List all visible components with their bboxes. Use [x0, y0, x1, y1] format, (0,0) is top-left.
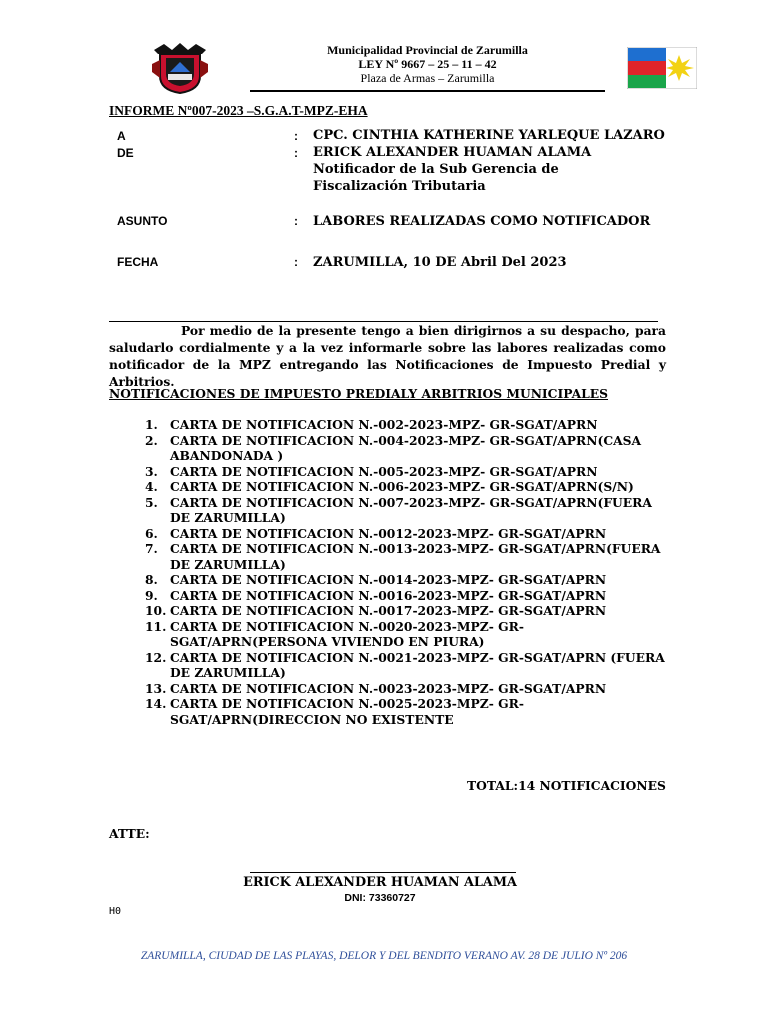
list-item [109, 417, 669, 433]
list-item-number: 13. [145, 680, 167, 696]
list-item [109, 541, 669, 572]
list-item-number: 7. [145, 541, 158, 556]
list-item-text: CARTA DE NOTIFICACION N.-0013-2023-MPZ- GR-SGAT/APRN(FUERA DE ZARUMILLA) [170, 541, 661, 572]
to-label: A [117, 129, 126, 143]
list-item-text: CARTA DE NOTIFICACION N.-007-2023-MPZ- GR-SGAT/APRN(FUERA DE ZARUMILLA) [170, 494, 652, 525]
letterhead [250, 43, 605, 85]
list-item [109, 619, 669, 650]
list-item-number: 1. [145, 417, 158, 432]
list-item-text: CARTA DE NOTIFICACION N.-006-2023-MPZ- GR-SGAT/APRN(S/N) [170, 479, 634, 494]
list-item-text: CARTA DE NOTIFICACION N.-002-2023-MPZ- GR-SGAT/APRN [170, 417, 598, 432]
report-number: INFORME Nº007-2023 –S.G.A.T-MPZ-EHA [109, 103, 368, 118]
notification-list [109, 417, 669, 727]
intro-paragraph [109, 322, 666, 390]
list-item-text: CARTA DE NOTIFICACION N.-0023-2023-MPZ- GR-SGAT/APRN [170, 680, 607, 696]
from-name: ERICK ALEXANDER HUAMAN ALAMA [313, 145, 592, 160]
list-item [109, 479, 669, 495]
list-item-text: CARTA DE NOTIFICACION N.-0020-2023-MPZ- GR-SGAT/APRN(PERSONA VIVIENDO EN PIURA) [170, 618, 524, 649]
list-item [109, 526, 669, 542]
zarumilla-flag-icon [627, 47, 697, 89]
list-item-text: CARTA DE NOTIFICACION N.-0017-2023-MPZ- GR-SGAT/APRN [170, 603, 607, 618]
list-item [109, 696, 669, 727]
list-item-text: CARTA DE NOTIFICACION N.-0016-2023-MPZ- GR-SGAT/APRN [170, 587, 607, 603]
footer-address: ZARUMILLA, CIUDAD DE LAS PLAYAS, DELOR Y DEL BENDITO VERANO AV. 28 DE JULIO Nº 206 [140, 950, 628, 962]
subject-colon: : [294, 214, 298, 228]
subject-value: LABORES REALIZADAS COMO NOTIFICADOR [313, 214, 651, 229]
list-item-number: 4. [145, 479, 158, 494]
list-item-text: CARTA DE NOTIFICACION N.-0025-2023-MPZ- GR-SGAT/APRN(DIRECCION NO EXISTENTE [170, 696, 524, 727]
list-item-number: 12. [145, 649, 167, 665]
date-label: FECHA [117, 255, 159, 269]
to-value: CPC. CINTHIA KATHERINE YARLEQUE LAZARO [313, 128, 665, 143]
to-colon: : [294, 129, 298, 143]
list-item-number: 6. [145, 525, 158, 541]
list-item-number: 10. [145, 603, 167, 618]
list-item [109, 681, 669, 697]
law-number: LEY Nº 9667 – 25 – 11 – 42 [358, 57, 497, 71]
list-item [109, 588, 669, 604]
date-value: ZARUMILLA, 10 DE Abril Del 2023 [313, 255, 567, 270]
list-item-number: 3. [145, 463, 158, 479]
municipal-crest-icon [150, 42, 210, 94]
municipality-title: Municipalidad Provincial de Zarumilla [327, 43, 528, 57]
from-label: DE [117, 146, 134, 160]
signer-name: ERICK ALEXANDER HUAMAN ALAMA [243, 875, 517, 890]
author-initials: H0 [109, 906, 122, 917]
list-item-number: 2. [145, 432, 158, 448]
municipality-address: Plaza de Armas – Zarumilla [360, 71, 495, 85]
list-item-text: CARTA DE NOTIFICACION N.-0014-2023-MPZ- GR-SGAT/APRN [170, 572, 607, 587]
from-colon: : [294, 146, 298, 160]
from-role: Notificador de la Sub Gerencia de Fiscalización Tributaria [313, 162, 559, 194]
signer-dni: DNI: 73360727 [344, 892, 416, 904]
closing-atte: ATTE: [109, 826, 150, 841]
list-item-number: 14. [145, 696, 167, 711]
total-notifications: TOTAL:14 NOTIFICACIONES [467, 778, 666, 793]
list-item [109, 495, 669, 526]
list-item-text: CARTA DE NOTIFICACION N.-0021-2023-MPZ- GR-SGAT/APRN (FUERA DE ZARUMILLA) [170, 649, 665, 680]
list-item-number: 9. [145, 587, 158, 603]
list-item [109, 650, 669, 681]
from-value [313, 144, 673, 195]
list-item-text: CARTA DE NOTIFICACION N.-0012-2023-MPZ- GR-SGAT/APRN [170, 525, 607, 541]
list-item [109, 464, 669, 480]
intro-text: Por medio de la presente tengo a bien dirigirnos a su despacho, para saludarlo cordialmente y a la vez informarle sobre las labores realizadas como notificador de la MPZ entregando las Notificaciones de Impuesto Predial y Arbitrios. [109, 323, 666, 389]
signature-line [250, 872, 516, 873]
list-item-number: 5. [145, 494, 158, 510]
list-item-number: 11. [145, 618, 167, 634]
list-item-number: 8. [145, 572, 158, 587]
date-colon: : [294, 255, 298, 269]
list-item [109, 603, 669, 619]
list-item [109, 572, 669, 588]
list-item [109, 433, 669, 464]
letterhead-divider [250, 90, 605, 92]
list-item-text: CARTA DE NOTIFICACION N.-004-2023-MPZ- GR-SGAT/APRN(CASA ABANDONADA ) [170, 432, 642, 463]
subject-label: ASUNTO [117, 214, 168, 228]
section-title: NOTIFICACIONES DE IMPUESTO PREDIALY ARBITRIOS MUNICIPALES [109, 386, 609, 401]
list-item-text: CARTA DE NOTIFICACION N.-005-2023-MPZ- GR-SGAT/APRN [170, 463, 598, 479]
